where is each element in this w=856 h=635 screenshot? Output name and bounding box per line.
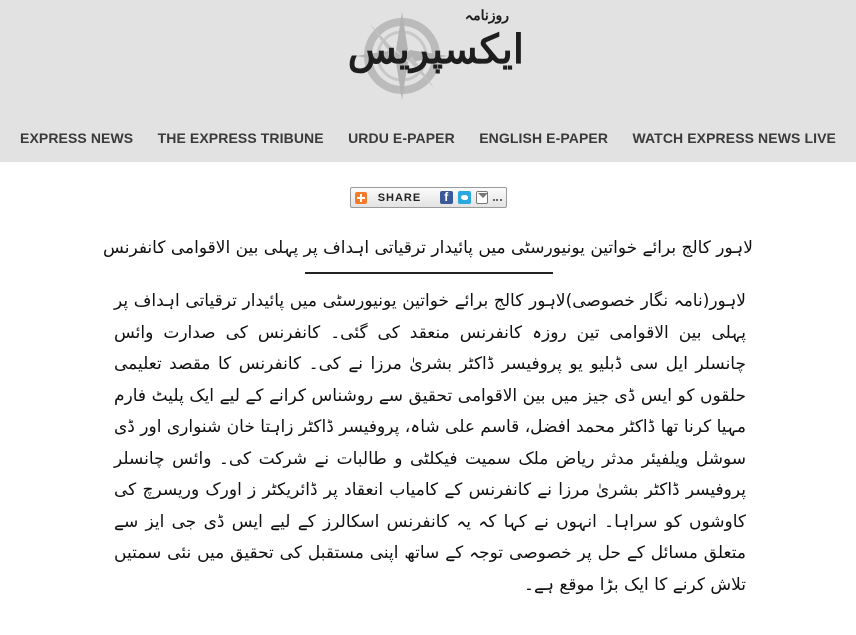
masthead (0, 0, 856, 162)
top-navigation (0, 124, 856, 152)
logo-urdu: ایکسپریس (347, 26, 524, 73)
nav-urdu-epaper[interactable]: URDU E-PAPER (348, 130, 455, 146)
more-icon[interactable] (493, 191, 502, 204)
share-label: SHARE (377, 191, 422, 204)
nav-express-news[interactable]: EXPRESS NEWS (20, 130, 134, 146)
logo-tagline: روزنامہ (464, 8, 510, 24)
nav-english-epaper[interactable]: ENGLISH E-PAPER (479, 130, 609, 146)
article (0, 226, 856, 595)
twitter-icon[interactable] (458, 191, 471, 204)
nav-watch-live[interactable]: WATCH EXPRESS NEWS LIVE (632, 130, 836, 146)
share-row (0, 187, 856, 209)
email-icon[interactable] (476, 191, 489, 204)
express-logo[interactable] (334, 4, 524, 104)
nav-express-tribune[interactable]: THE EXPRESS TRIBUNE (157, 130, 324, 146)
share-button[interactable] (350, 187, 507, 208)
article-body (114, 286, 746, 601)
addthis-plus-icon (355, 192, 367, 204)
article-title: لاہور کالج برائے خواتین یونیورسٹی میں پائیدار ترقیاتی اہداف پر پہلی بین الاقوامی کانفرنس (103, 238, 753, 258)
facebook-icon[interactable] (440, 191, 453, 204)
title-underline (305, 272, 553, 274)
article-paragraph: لاہور(نامہ نگار خصوصی)لاہور کالج برائے خواتین یونیورسٹی میں پائیدار ترقیاتی اہداف پر پہلی بین الاقوامی تین روزہ کانفرنس منعقد کی گئی۔ کانفرنس کی صدارت وائس چانسلر ایل سی ڈبلیو یو پروفیسر ڈاکٹر بشریٰ مرزا نے کی۔ کانفرنس کا مقصد تعلیمی حلقوں کو ایس ڈی جیز میں بین الاقوامی تحقیق سے روشناس کرانے کے لیے ایک پلیٹ فارم مہیا کرنا تھا ڈاکٹر محمد افضل، قاسم علی شاہ، پروفیسر ڈاکٹر زاہتا خان شنواری اور ڈی سوشل ویلفیئر مدثر ریاض ملک سمیت فیکلٹی و طالبات نے شرکت کی۔ وائس چانسلر پروفیسر ڈاکٹر بشریٰ مرزا نے کانفرنس کے کامیاب انعقاد پر ڈائریکٹر ز اورک وریسرچ کی کاوشوں کو سراہا۔ انہوں نے کہا کہ یہ کانفرنس اسکالرز کے لیے ایس ڈی جی ایز سے متعلق مسائل کے حل پر خصوصی توجہ کے ساتھ اپنی مستقبل کی تحقیق میں نئی سمتیں تلاش کرنے کا ایک بڑا موقع ہے۔ (114, 291, 746, 595)
